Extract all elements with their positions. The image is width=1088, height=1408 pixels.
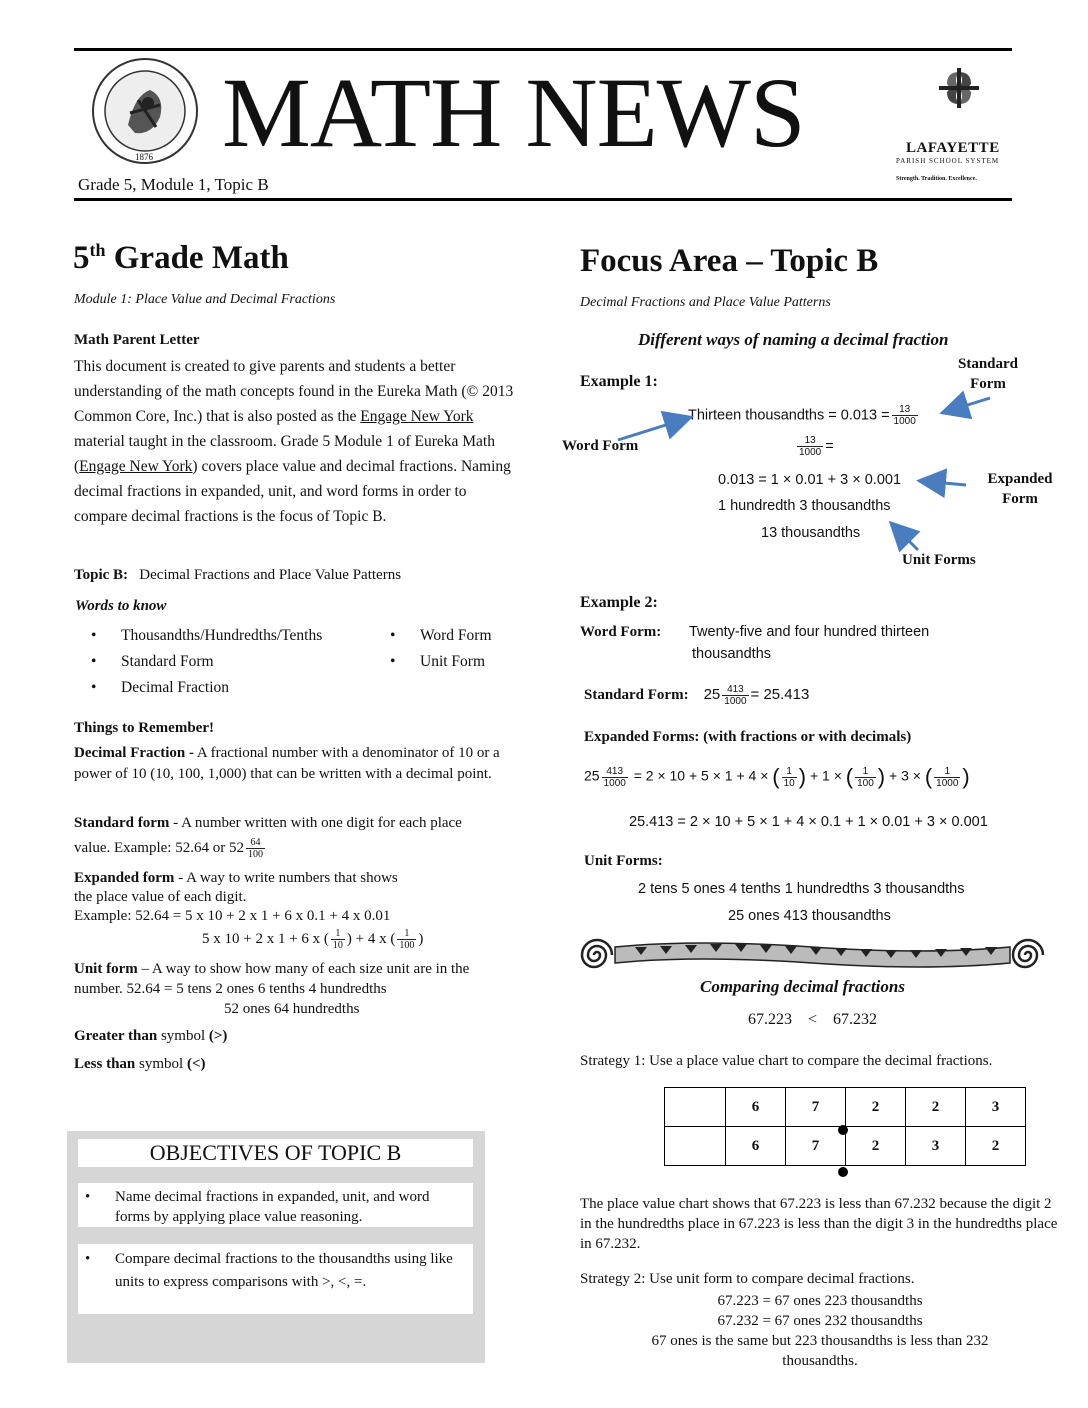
arrow-expanded bbox=[922, 481, 966, 485]
words-title: Words to know bbox=[75, 598, 167, 614]
page-subtitle: Grade 5, Module 1, Topic B bbox=[78, 175, 269, 194]
table-row: 6 7 2 3 2 bbox=[665, 1127, 1026, 1166]
right-subheading: Decimal Fractions and Place Value Patterns bbox=[580, 295, 831, 310]
remember-title: Things to Remember! bbox=[74, 720, 214, 736]
expanded-form-text: - A way to write numbers that shows bbox=[174, 870, 398, 886]
lafayette-line2: PARISH SCHOOL SYSTEM bbox=[896, 157, 1000, 165]
decimal-point-dot bbox=[838, 1167, 848, 1177]
engage-ny-link-1[interactable]: Engage New York bbox=[360, 408, 474, 425]
topic-label: Topic B: bbox=[74, 567, 129, 583]
standard-form-text: - A number written with one digit for each place value. Example: 52.64 or 52 bbox=[74, 815, 462, 856]
ex2-word-2: thousandths bbox=[692, 646, 772, 662]
seal-year: 1876 bbox=[135, 152, 153, 162]
strategy-1: Strategy 1: Use a place value chart to compare the decimal fractions. bbox=[580, 1053, 993, 1069]
ex2-standard-line: Standard Form: 25 $\frac{413}{1000}$ = 25.413 bbox=[584, 684, 810, 707]
topic-text: Decimal Fractions and Place Value Patterns bbox=[139, 567, 402, 583]
objective-list-1 bbox=[115, 1187, 455, 1227]
less-than-line: Less than symbol (<) bbox=[74, 1056, 206, 1072]
ex2-unit-1: 2 tens 5 ones 4 tenths 1 hundredths 3 thousandths bbox=[638, 881, 965, 897]
label-standard-form: Standard Form bbox=[957, 356, 1019, 392]
list-item: • Thousandths/Hundredths/Tenths bbox=[121, 623, 322, 649]
right-heading: Focus Area – Topic B bbox=[580, 243, 879, 279]
words-list-col2 bbox=[420, 623, 492, 675]
list-item: • Standard Form bbox=[121, 649, 322, 675]
arrow-standard bbox=[945, 398, 990, 412]
table-row: 6 7 2 2 3 bbox=[665, 1088, 1026, 1127]
parent-letter-p3: ) covers place value and decimal fractions. Naming decimal fractions in expanded, unit, and word forms in order to compare decimal fractions is the focus of Topic B. bbox=[74, 458, 511, 525]
lafayette-name: LAFAYETTE bbox=[906, 140, 1000, 156]
ex1-expanded: 0.013 = 1 × 0.01 + 3 × 0.001 bbox=[718, 472, 902, 488]
standard-form-def bbox=[74, 811, 474, 861]
compare-title: Comparing decimal fractions bbox=[700, 977, 905, 996]
engage-ny-link-2[interactable]: Engage New York bbox=[79, 458, 193, 475]
unit-form-def bbox=[74, 959, 514, 1019]
unit-form-text-2: 52 ones 64 hundredths bbox=[224, 1001, 360, 1017]
label-word-form: Word Form bbox=[562, 438, 639, 454]
s2-line-3: 67 ones is the same but 223 thousandths is less than 232 thousandths. bbox=[651, 1333, 989, 1369]
unit-form-text: – A way to show how many of each size unit are in the number. 52.64 = 5 tens 2 ones 6 tenths 4 hundredths bbox=[74, 961, 470, 997]
strategy-2-lines bbox=[600, 1291, 1040, 1371]
heading-sup: th bbox=[89, 240, 106, 260]
objectives-title: OBJECTIVES OF TOPIC B bbox=[78, 1139, 473, 1167]
list-item: • Unit Form bbox=[420, 649, 492, 675]
ex1-unit-2: 13 thousandths bbox=[761, 525, 861, 541]
list-item: • Compare decimal fractions to the thousandths using like units to express comparisons with >, <, =. bbox=[115, 1248, 460, 1294]
ex2-expanded-fractions: 25 $\frac{413}{1000}$ = 2 × 10 + 5 × 1 + 4 × ( $\frac{1}{10}$ ) + 1 × ( $\frac{1}{100}$ ) + 3 × ( $\frac{1}{1000}$ ) bbox=[584, 764, 970, 789]
naming-title: Different ways of naming a decimal fraction bbox=[638, 330, 949, 349]
module-line: Module 1: Place Value and Decimal Fractions bbox=[74, 292, 336, 307]
parent-letter-p1: This document is created to give parents and students a better understanding of the math concepts found in the Eureka Math (© 2013 Common Core, Inc.) that is also posted as the bbox=[74, 358, 514, 425]
label-unit-forms: Unit Forms bbox=[902, 552, 976, 568]
decorative-divider bbox=[575, 933, 1050, 979]
heading-rest: Grade Math bbox=[113, 240, 289, 276]
compare-line: 67.223 < 67.232 bbox=[748, 1011, 878, 1028]
example-1-label: Example 1: bbox=[580, 373, 658, 390]
label-expanded-form: Expanded Form bbox=[987, 471, 1053, 507]
ex1-word-line: Thirteen thousandths = 0.013 = $\frac{13}{1000}$ bbox=[688, 404, 916, 427]
s2-line-1: 67.223 = 67 ones 223 thousandths bbox=[717, 1293, 923, 1309]
parent-letter-title: Math Parent Letter bbox=[74, 332, 200, 348]
ex2-expanded-label: Expanded Forms: (with fractions or with decimals) bbox=[584, 729, 912, 745]
decimal-fraction-term: Decimal Fraction - bbox=[74, 745, 194, 761]
expanded-example-2: 5 x 10 + 2 x 1 + 6 x ( $\frac{1}{10}$ ) + 4 x ( $\frac{1}{100}$ ) bbox=[202, 928, 424, 951]
lafayette-tagline: Strength. Tradition. Excellence. bbox=[896, 176, 977, 182]
strategy-2: Strategy 2: Use unit form to compare decimal fractions. bbox=[580, 1271, 915, 1287]
arrow-word bbox=[618, 418, 688, 440]
objective-list-2 bbox=[115, 1248, 460, 1294]
expanded-example-1: Example: 52.64 = 5 x 10 + 2 x 1 + 6 x 0.1 + 4 x 0.01 bbox=[74, 908, 391, 924]
arrow-unit bbox=[893, 525, 918, 550]
fraction-64-100: $\frac{64}{100}$ bbox=[247, 837, 263, 861]
ex2-unit-2: 25 ones 413 thousandths bbox=[728, 908, 891, 924]
list-item: • Word Form bbox=[420, 623, 492, 649]
parent-letter-p2: material taught in the classroom. Grade 5 Module 1 of Eureka Math ( bbox=[74, 433, 495, 475]
ex2-expanded-decimals: 25.413 = 2 × 10 + 5 × 1 + 4 × 0.1 + 1 × 0.01 + 3 × 0.001 bbox=[629, 814, 988, 830]
decimal-fraction-text: A fractional number with a denominator of 10 or a power of 10 (10, 100, 1,000) that can be written with a decimal point. bbox=[74, 745, 500, 782]
list-item: • Decimal Fraction bbox=[121, 675, 322, 701]
ex2-unit-label: Unit Forms: bbox=[584, 853, 663, 869]
chart-explanation: The place value chart shows that 67.223 is less than 67.232 because the digit 2 in the hundredths place in 67.223 is less than the digit 3 in the hundredths place in 67.232. bbox=[580, 1196, 1058, 1252]
standard-form-term: Standard form bbox=[74, 815, 170, 831]
greater-than-line: Greater than symbol (>) bbox=[74, 1028, 228, 1044]
annotation-arrows bbox=[0, 0, 1088, 600]
ex1-unit-1: 1 hundredth 3 thousandths bbox=[718, 498, 891, 514]
decimal-point-dot bbox=[838, 1125, 848, 1135]
decimal-fraction-def bbox=[74, 743, 524, 785]
words-list-col1 bbox=[121, 623, 322, 701]
objectives-box bbox=[67, 1131, 485, 1363]
expanded-form-def bbox=[74, 869, 524, 951]
ex2-word-1: Twenty-five and four hundred thirteen bbox=[689, 624, 930, 640]
unit-form-term: Unit form bbox=[74, 961, 138, 977]
heading-number: 5 bbox=[73, 240, 90, 276]
expanded-form-term: Expanded form bbox=[74, 870, 175, 886]
ex1-frac-eq: $\frac{13}{1000}$ = bbox=[799, 435, 834, 458]
page-title: MATH NEWS bbox=[222, 57, 805, 168]
list-item: • Name decimal fractions in expanded, unit, and word forms by applying place value reasoning. bbox=[115, 1187, 455, 1227]
example-2-label: Example 2: bbox=[580, 594, 658, 611]
s2-line-2: 67.232 = 67 ones 232 thousandths bbox=[717, 1313, 923, 1329]
ex2-word-label: Word Form: bbox=[580, 624, 662, 640]
expanded-form-text-2: the place value of each digit. bbox=[74, 889, 247, 905]
